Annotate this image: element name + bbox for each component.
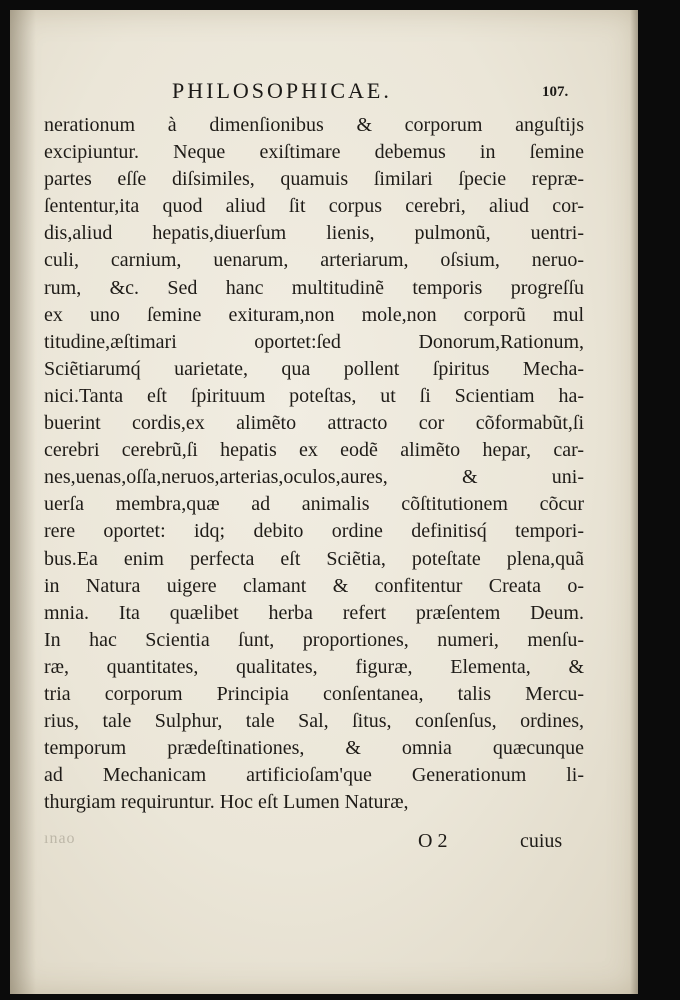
text-line: rius, tale Sulphur, tale Sal, ſitus, conſenſus, ordines, [44,710,584,733]
text-line: nerationum à dimenſionibus & corporum anguſtijs [44,114,584,136]
text-line: mnia. Ita quælibet herba refert præſentem Deum. [44,601,584,624]
text-line: rum, &c. Sed hanc multitudinẽ temporis progreſſu [44,276,584,299]
text-line: culi, carnium, uenarum, arteriarum, oſsium, neruo- [44,249,584,272]
page-edge-shadow [630,10,638,994]
bleed-through-text: ınao [44,830,76,847]
text-line: bus.Ea enim perfecta eſt Sciẽtia, poteſtate plena,quã [44,547,584,570]
text-line: thurgiam requiruntur. Hoc eſt Lumen Naturæ, [44,791,409,814]
signature-mark: O 2 [418,830,448,852]
text-line: In hac Scientia ſunt, proportiones, numeri, menſu- [44,628,584,651]
text-line: Sciẽtiarumq́ uarietate, qua pollent ſpiritus Mecha- [44,357,584,380]
text-line: titudine,æſtimari oportet:ſed Donorum,Rationum, [44,330,584,353]
text-line: excipiuntur. Neque exiſtimare debemus in ſemine [44,141,584,164]
book-page [10,10,638,994]
text-line: ſententur,ita quod aliud ſit corpus cerebri, aliud cor- [44,195,584,218]
text-line: nici.Tanta eſt ſpirituum poteſtas, ut ſi Scientiam ha- [44,384,584,407]
text-line: dis,aliud hepatis,diuerſum lienis, pulmonũ, uentri- [44,222,584,245]
text-line: rere oportet: idq; debito ordine definitisq́ tempori- [44,520,584,543]
page-footer [44,830,584,856]
text-line: buerint cordis,ex alimẽto attracto cor cõformabũt,ſi [44,412,584,435]
text-line: temporum prædeſtinationes, & omnia quæcunque [44,737,584,760]
text-line: ex uno ſemine exituram,non mole,non corporũ mul [44,303,584,326]
catchword: cuius [520,830,563,852]
text-line: ræ, quantitates, qualitates, figuræ, Elementa, & [44,655,584,678]
text-line: cerebri cerebrũ,ſi hepatis ex eodẽ alimẽto hepar, car- [44,439,584,462]
text-line: ad Mechanicam artificioſam'que Generationum li- [44,764,584,787]
text-line: uerſa membra,quæ ad animalis cõſtitutionem cõcur [44,493,584,516]
page-number: 107. [542,84,569,100]
text-line: partes eſſe diſsimiles, quamuis ſimilari ſpecie repræ- [44,168,584,191]
running-title: PHILOSOPHICAE. [172,78,392,103]
text-line: in Natura uigere clamant & confitentur Creata o- [44,574,584,597]
text-line: tria corporum Principia conſentanea, talis Mercu- [44,682,584,705]
text-line: nes,uenas,oſſa,neruos,arterias,oculos,aures, & uni- [44,466,584,489]
page-body-text [44,112,584,816]
